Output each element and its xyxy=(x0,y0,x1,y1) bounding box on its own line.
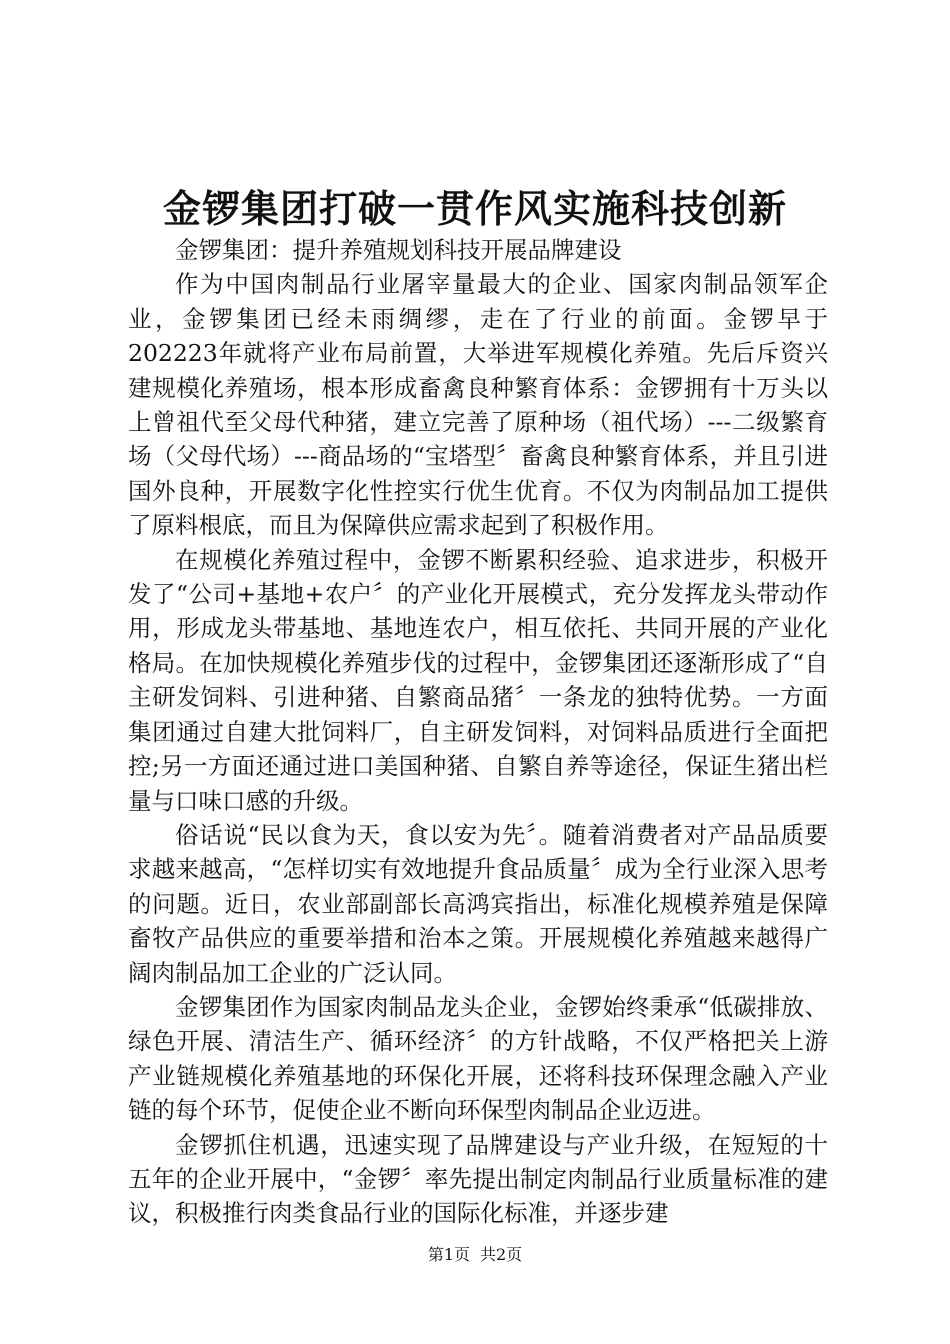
body-paragraph: 在规模化养殖过程中，金锣不断累积经验、追求进步，积极开发了“公司+基地+农户〞的产业化开展模式，充分发挥龙头带动作用，形成龙头带基地、基地连农户，相互依托、共同开展的产业化格局。在加快规模化养殖步伐的过程中，金锣集团还逐渐形成了“自主研发饲料、引进种猪、自繁商品猪〞一条龙的独特优势。一方面集团通过自建大批饲料厂，自主研发饲料，对饲料品质进行全面把控;另一方面还通过进口美国种猪、自繁自养等途径，保证生猪出栏量与口味口感的升级。 xyxy=(128,545,828,815)
body-paragraph: 作为中国肉制品行业屠宰量最大的企业、国家肉制品领军企业，金锣集团已经未雨绸缪，走在了行业的前面。金锣早于202223年就将产业布局前置，大举进军规模化养殖。先后斥资兴建规模化养殖场，根本形成畜禽良种繁育体系：金锣拥有十万头以上曾祖代至父母代种猪，建立完善了原种场（祖代场）---二级繁育场（父母代场）---商品场的“宝塔型〞畜禽良种繁育体系，并且引进国外良种，开展数字化性控实行优生优育。不仅为肉制品加工提供了原料根底，而且为保障供应需求起到了积极作用。 xyxy=(128,270,828,540)
subtitle-paragraph: 金锣集团：提升养殖规划科技开展品牌建设 xyxy=(175,236,622,264)
body-paragraph: 金锣抓住机遇，迅速实现了品牌建设与产业升级，在短短的十五年的企业开展中，“金锣〞率先提出制定肉制品行业质量标准的建议，积极推行肉类食品行业的国际化标准，并逐步建 xyxy=(128,1130,828,1228)
body-paragraph: 金锣集团作为国家肉制品龙头企业，金锣始终秉承“低碳排放、绿色开展、清洁生产、循环经济〞的方针战略，不仅严格把关上游产业链规模化养殖基地的环保化开展，还将科技环保理念融入产业链的每个环节，促使企业不断向环保型肉制品企业迈进。 xyxy=(128,992,828,1125)
page-footer xyxy=(0,1243,950,1267)
page-number-current: 第1页 xyxy=(427,1245,470,1264)
body-paragraph: 俗话说“民以食为天，食以安为先〞。随着消费者对产品品质要求越来越高，“怎样切实有效地提升食品质量〞成为全行业深入思考的问题。近日，农业部副部长高鸿宾指出，标准化规模养殖是保障畜牧产品供应的重要举措和治本之策。开展规模化养殖越来越得广阔肉制品加工企业的广泛认同。 xyxy=(128,820,828,987)
document-title: 金锣集团打破一贯作风实施科技创新 xyxy=(162,186,787,231)
page-number-total: 共2页 xyxy=(480,1245,523,1264)
document-body xyxy=(128,233,828,1231)
